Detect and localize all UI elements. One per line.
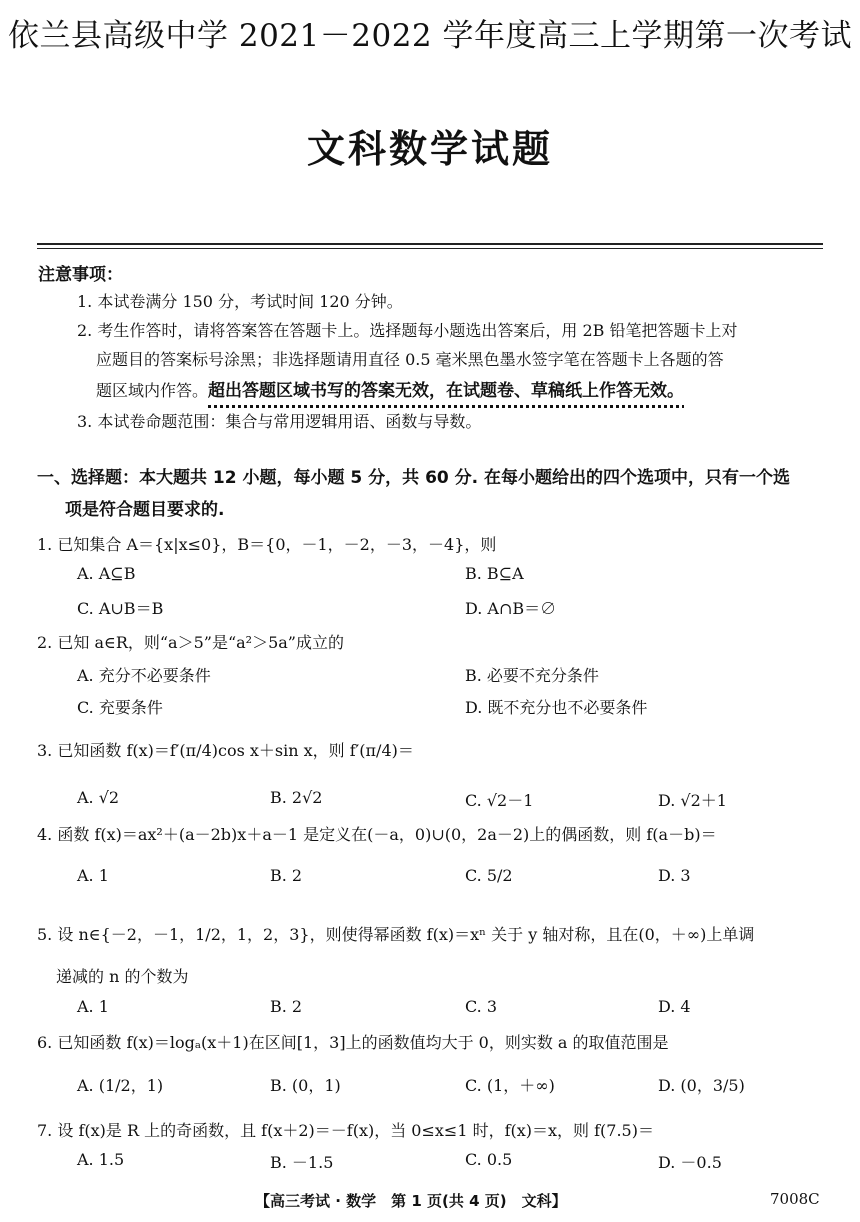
paper-code: 7008C <box>770 1190 820 1208</box>
question-5-option-d: D. 4 <box>658 997 691 1016</box>
question-1-option-d: D. A∩B＝∅ <box>465 599 557 618</box>
subject-title: 文科数学试题 <box>306 127 553 171</box>
question-1-stem: 1. 已知集合 A＝{x|x≤0}，B＝{0，－1，－2，－3，－4}，则 <box>37 535 497 554</box>
question-4-option-d: D. 3 <box>658 866 691 885</box>
question-3-option-c: C. √2－1 <box>465 791 534 810</box>
question-4-option-c: C. 5/2 <box>465 866 513 885</box>
question-1-option-c: C. A∪B＝B <box>77 599 164 618</box>
question-7-stem: 7. 设 f(x)是 R 上的奇函数，且 f(x＋2)＝－f(x)，当 0≤x≤1 时，f(x)＝x，则 f(7.5)＝ <box>37 1121 654 1140</box>
question-1-option-a: A. A⊆B <box>77 564 136 583</box>
question-6-option-b: B. (0，1) <box>270 1076 341 1095</box>
question-6-option-a: A. (1/2，1) <box>77 1076 164 1095</box>
question-2-stem: 2. 已知 a∈R，则“a＞5”是“a²＞5a”成立的 <box>37 633 344 652</box>
notice-item-2-emphasis: 超出答题区域书写的答案无效，在试题卷、草稿纸上作答无效。 <box>208 381 685 401</box>
question-3-stem: 3. 已知函数 f(x)＝f′(π/4)cos x＋sin x，则 f′(π/4)＝ <box>37 741 414 760</box>
question-2-option-a: A. 充分不必要条件 <box>77 666 211 685</box>
question-1-option-b: B. B⊆A <box>465 564 524 583</box>
question-5-stem-line-2: 递减的 n 的个数为 <box>56 967 189 986</box>
question-5-option-c: C. 3 <box>465 997 498 1016</box>
question-2-option-c: C. 充要条件 <box>77 698 163 717</box>
notice-item-2-line-3 <box>96 376 684 401</box>
question-6-stem: 6. 已知函数 f(x)＝logₐ(x＋1)在区间[1，3]上的函数值均大于 0，则实数 a 的取值范围是 <box>37 1033 669 1052</box>
question-7-option-d: D. －0.5 <box>658 1153 722 1172</box>
question-3-option-d: D. √2＋1 <box>658 791 727 810</box>
question-6-option-c: C. (1，＋∞) <box>465 1076 555 1095</box>
question-7-option-c: C. 0.5 <box>465 1150 513 1169</box>
question-5-option-a: A. 1 <box>77 997 109 1016</box>
notice-item-1: 1. 本试卷满分 150 分，考试时间 120 分钟。 <box>77 292 403 311</box>
notice-item-3: 3. 本试卷命题范围：集合与常用逻辑用语、函数与导数。 <box>77 412 482 431</box>
notice-item-2-plain: 题区域内作答。 <box>96 381 209 400</box>
question-7-option-a: A. 1.5 <box>77 1150 125 1169</box>
section-1-title-line-2: 项是符合题目要求的. <box>65 500 225 520</box>
divider-thick <box>37 243 823 245</box>
question-7-option-b: B. －1.5 <box>270 1153 334 1172</box>
question-4-stem: 4. 函数 f(x)＝ax²＋(a－2b)x＋a－1 是定义在(－a，0)∪(0，2a－2)上的偶函数，则 f(a－b)＝ <box>37 825 717 844</box>
divider-thin <box>37 248 823 249</box>
question-3-option-b: B. 2√2 <box>270 788 323 807</box>
section-1-title-line-1: 一、选择题：本大题共 12 小题，每小题 5 分，共 60 分. 在每小题给出的四个选项中，只有一个选 <box>37 468 791 488</box>
section-1-title <box>37 462 827 526</box>
question-2-option-d: D. 既不充分也不必要条件 <box>465 698 648 717</box>
notice-item-2-line-2: 应题目的答案标号涂黑；非选择题请用直径 0.5 毫米黑色墨水签字笔在答题卡上各题的答 <box>96 350 724 369</box>
notice-heading: 注意事项： <box>38 265 123 285</box>
question-5-stem: 5. 设 n∈{－2，－1，1/2，1，2，3}，则使得幂函数 f(x)＝xⁿ 关于 y 轴对称，且在(0，＋∞)上单调 <box>37 925 755 944</box>
question-6-option-d: D. (0，3/5) <box>658 1076 745 1095</box>
page-footer: 【高三考试 · 数学 第 1 页(共 4 页) 文科】 <box>255 1192 567 1210</box>
question-5-option-b: B. 2 <box>270 997 303 1016</box>
exam-title: 依兰县高级中学 2021－2022 学年度高三上学期第一次考试 <box>8 18 852 54</box>
question-2-option-b: B. 必要不充分条件 <box>465 666 599 685</box>
question-3-option-a: A. √2 <box>77 788 120 807</box>
notice-item-2-line-1: 2. 考生作答时，请将答案答在答题卡上。选择题每小题选出答案后，用 2B 铅笔把答题卡上对 <box>77 321 738 340</box>
question-4-option-a: A. 1 <box>77 866 109 885</box>
question-4-option-b: B. 2 <box>270 866 303 885</box>
